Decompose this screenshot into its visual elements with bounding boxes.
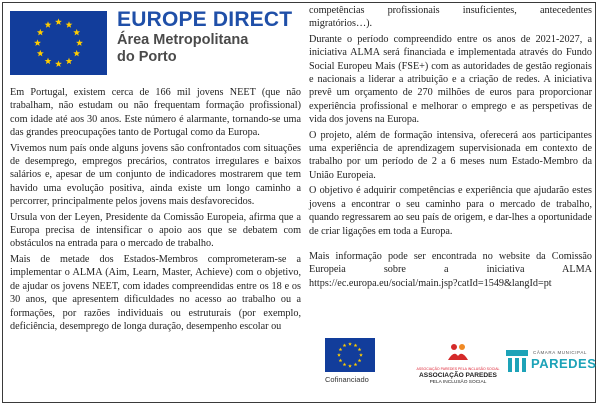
cofinanced-label: Cofinanciado <box>325 375 369 384</box>
eu-star-icon <box>343 363 347 367</box>
eu-star-icon <box>45 58 52 65</box>
eu-star-icon <box>55 60 62 67</box>
left-column <box>10 8 301 333</box>
brand-title: EUROPE DIRECT <box>117 8 293 31</box>
eu-star-icon <box>34 39 41 46</box>
eu-star-icon <box>66 58 73 65</box>
assoc-name-line2: PELA INCLUSÃO SOCIAL <box>429 380 487 385</box>
brand-subtitle-line1: Área Metropolitana <box>117 32 249 48</box>
cofinanced-logo <box>325 338 377 384</box>
eu-star-icon <box>339 359 343 363</box>
paragraph-continuation: competências profissionais insuficientes, antecedentes migratórios…). <box>309 5 592 30</box>
eu-star-icon <box>358 359 362 363</box>
eu-star-icon <box>55 18 62 25</box>
eu-star-icon <box>45 21 52 28</box>
eu-star-icon <box>359 353 363 357</box>
europe-direct-header <box>10 8 301 84</box>
eu-star-icon <box>358 348 362 352</box>
eu-star-icon <box>66 21 73 28</box>
eu-star-icon <box>348 364 352 368</box>
brand-block <box>117 8 292 66</box>
municipal-building-icon <box>505 348 529 374</box>
paragraph-funding: Durante o período compreendido entre os anos de 2021-2027, a iniciativa ALMA será financiada e implementada através do Fundo Social Europeu Mais (FSE+) com as autoridades de gestão regionais e nacionais a liderar a atribuição e a criação de redes. A iniciativa prevê um orçamento de 270 milhões de euros para proporcionar experiência profissional e melhorar o emprego e as perspetivas de vida dos jovens na Europa. <box>309 33 592 126</box>
brand-subtitle-line2: do Porto <box>117 49 177 65</box>
paragraph-situations: Vivemos num país onde alguns jovens são confrontados com situações de desemprego, empregos precários, contratos irregulares e baixos salários e, apesar de um conjunto de indicadores mostrarem que tem havido uma evolução positiva, ainda existe um longo caminho a percorrer, principalmente pelos jovens mais desfavorecidos. <box>10 142 301 208</box>
assoc-name-line1: ASSOCIAÇÃO PAREDES <box>419 372 497 379</box>
eu-star-icon <box>37 50 44 57</box>
eu-star-icon <box>339 348 343 352</box>
people-heart-icon <box>445 342 471 362</box>
paragraph-project: O projeto, além de formação intensiva, oferecerá aos participantes uma experiência de aprendizagem supervisionada em contexto de trabalho por um período de 2 a 6 meses num Estado-Membro da União Europeia. <box>309 129 592 181</box>
paragraph-objective: O objetivo é adquirir competências e experiência que ajudarão estes jovens a encontrar o seu caminho para o mercado de trabalho, quando regressarem ao seu país de origem, e dar-lhes a oportunidade de criar ligações em toda a Europa. <box>309 185 592 237</box>
eu-star-icon <box>343 343 347 347</box>
eu-flag-small-icon <box>325 338 375 372</box>
eu-star-icon <box>73 29 80 36</box>
eu-star-icon <box>348 342 352 346</box>
eu-star-icon <box>76 39 83 46</box>
associacao-paredes-logo <box>415 342 501 386</box>
eu-star-icon <box>354 343 358 347</box>
paragraph-neet-portugal: Em Portugal, existem cerca de 166 mil jovens NEET (que não trabalham, não estudam ou não frequentam formação profissional) com idade até aos 30 anos. Este número é alarmante, tornando-se uma das grandes preocupações tanto de Portugal como da Europa. <box>10 87 301 139</box>
right-column <box>309 4 592 292</box>
assoc-tagline: ASSOCIAÇÃO PAREDES PELA INCLUSÃO SOCIAL <box>416 367 500 371</box>
eu-star-icon <box>37 29 44 36</box>
eu-star-icon <box>354 363 358 367</box>
eu-flag-icon <box>10 11 107 75</box>
eu-star-icon <box>337 353 341 357</box>
paragraph-more-info: Mais informação pode ser encontrada no website da Comissão Europeia sobre a iniciativa ALMA https://ec.europa.eu/social/main.jsp?catId=1549&langId=pt <box>309 250 592 289</box>
partner-logos <box>325 338 597 400</box>
paragraph-von-der-leyen: Ursula von der Leyen, Presidente da Comissão Europeia, afirma que a Europa precisa de intensificar o apoio aos que se debatem com obstáculos na entrada para o mercado de trabalho. <box>10 211 301 250</box>
eu-star-icon <box>73 50 80 57</box>
camara-name: PAREDES <box>531 356 597 371</box>
paragraph-alma-intro: Mais de metade dos Estados-Membros comprometeram-se a implementar o ALMA (Aim, Learn, Master, Achieve) com o objetivo, de ajudar os jovens NEET, com idades compreendidas entre os 18 e os 30 anos, que apresentem dificuldades no acesso ao trabalho ou a formações, por razões individuais ou estruturais (por exemplo, deficiência, desemprego de longa duração, desempenho escolar ou <box>10 253 301 332</box>
camara-label: CÂMARA MUNICIPAL <box>533 350 588 355</box>
